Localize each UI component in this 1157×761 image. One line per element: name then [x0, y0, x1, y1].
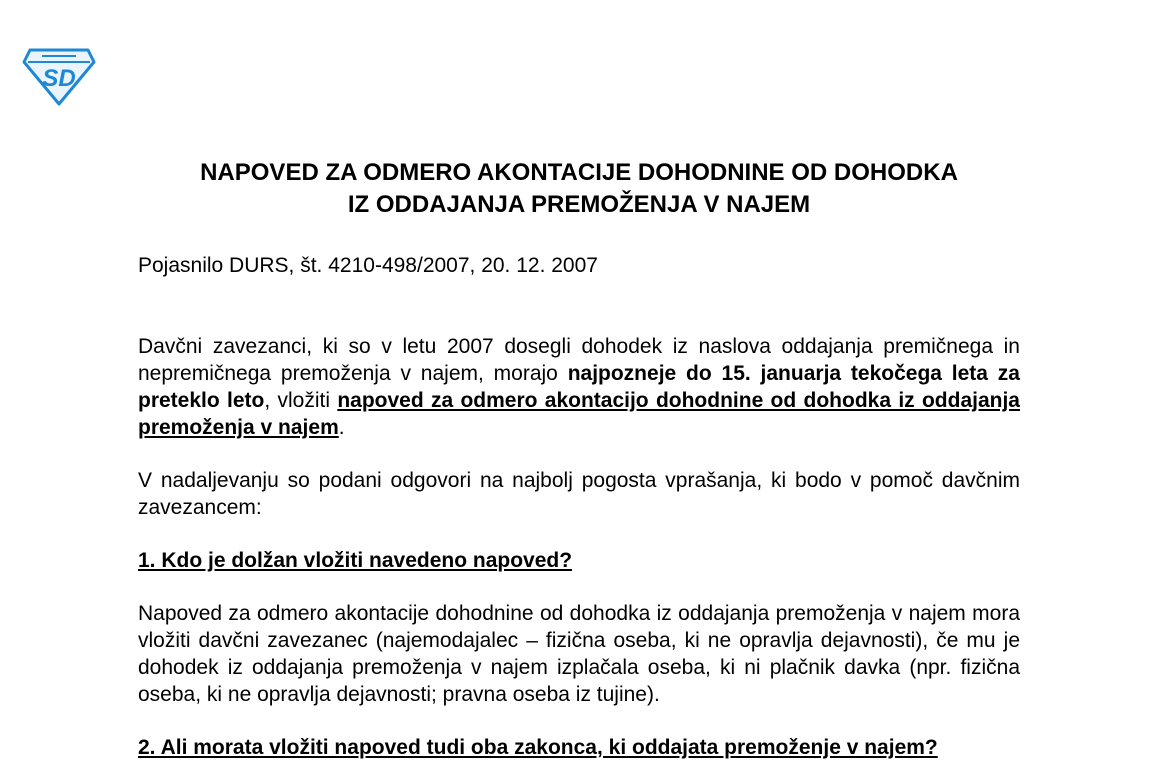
logo-text: SD — [42, 65, 76, 92]
answer-paragraph-1: Napoved za odmero akontacije dohodnine od dohodka iz oddajanja premoženja v najem mora vložiti davčni zavezanec (najemodajalec – fizična oseba, ki ne opravlja dejavnosti), če mu je dohodek iz oddajanja premoženja v najem izplačala oseba, ki ni plačnik davka (npr. fizična oseba, ki ne opravlja dejavnosti; pravna oseba iz tujine). — [138, 602, 1020, 706]
document-subtitle: Pojasnilo DURS, št. 4210-498/2007, 20. 12. 2007 — [138, 254, 598, 277]
deadline-emphasis: najpozneje do 15. januarja tekočega leta za preteklo leto — [138, 362, 1020, 412]
napoved-emphasis: napoved za odmero akontacijo dohodnine od dohodka iz oddajanja premoženja v najem — [138, 389, 1020, 439]
title-line-1: NAPOVED ZA ODMERO AKONTACIJE DOHODNINE OD DOHODKA — [200, 159, 958, 186]
question-heading-2: 2. Ali morata vložiti napoved tudi oba zakonca, ki oddajata premoženje v najem? — [138, 736, 938, 759]
sd-logo — [22, 48, 96, 106]
paragraph-intro-part1: Davčni zavezanci, ki so v letu 2007 dosegli dohodek iz naslova oddajanja premičnega in nepremičnega premoženja v najem, morajo — [138, 335, 1020, 385]
question-heading-1: 1. Kdo je dolžan vložiti navedeno napoved? — [138, 549, 573, 572]
paragraph-intro-part3: . — [338, 416, 345, 439]
document-title — [138, 157, 1020, 221]
paragraph-faq-intro: V nadaljevanju so podani odgovori na najbolj pogosta vprašanja, ki bodo v pomoč davčnim zavezancem: — [138, 469, 1020, 519]
paragraph-intro — [138, 333, 1020, 441]
title-line-2: IZ ODDAJANJA PREMOŽENJA V NAJEM — [347, 191, 811, 218]
paragraph-intro-part2: , vložiti — [264, 389, 338, 412]
sd-diamond-logo-icon — [22, 48, 96, 106]
